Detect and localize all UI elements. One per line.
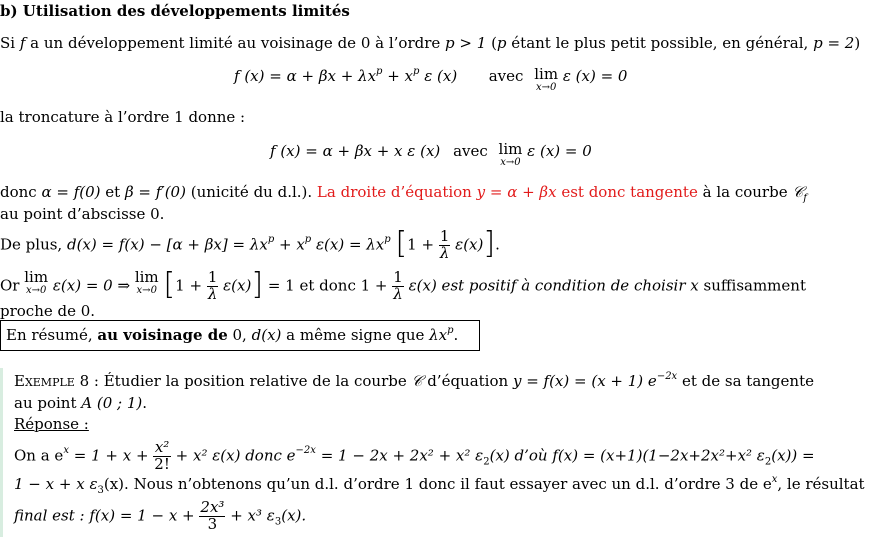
tangent-paragraph: donc α = f(0) et β = f′(0) (unicité du d.l.). La droite d’équation y = α + βx est donc tangente à la courbe 𝒞$_f$ bbox=[0, 183, 807, 204]
intro-paragraph: Si f a un développement limité au voisinage de 0 à l’ordre p > 1 (p étant le plus petit possible, en général, p = 2) bbox=[0, 34, 861, 52]
example-statement-line2: au point A (0 ; 1). bbox=[14, 394, 148, 412]
example-label: Exemple 8 bbox=[14, 372, 90, 390]
truncation-text: la troncature à l’ordre 1 donne : bbox=[0, 108, 246, 126]
equation-dl-order-p: f $(x) = \alpha + \beta x + \lambda x^p + x^p$ ε (x) avec lim x→0 ε (x) = 0 bbox=[234, 65, 628, 93]
answer-line1: On a $e^x = 1 + x$ + $\frac{\text{x²}}{2!}$ + x² ε(x) donc $e^{-2x} = 1 - 2x + 2x^2 + x^2$ $\varepsilon_2(x)$ d’où f(x) = (x+1)(1−2x+2x²+x² $\varepsilon_2(x)$) = bbox=[14, 438, 815, 473]
section-heading: b) Utilisation des développements limités bbox=[0, 2, 350, 20]
answer-line3: final est : f(x) = 1 − x + $\frac{\text{2x³}}{3}$ + x³ $\varepsilon_3(x)$. bbox=[14, 498, 307, 533]
example-sidebar-bar bbox=[0, 368, 3, 537]
sign-paragraph-line2: proche de 0. bbox=[0, 302, 96, 320]
sign-paragraph: Or lim x→0 ε(x) = 0 ⇒ lim x→0 [1 + $\frac{1}{\lambda}$ ε(x)] = 1 et donc 1 + $\frac{1}{\lambda}$ ε(x) est positif à condition de choisir x suffisamment bbox=[0, 267, 806, 303]
example-statement: Exemple 8 : Étudier la position relative de la courbe 𝒞 d’équation y = f(x) = (x + 1) $e^{-2x}$ et de sa tangente bbox=[14, 371, 814, 390]
difference-paragraph: De plus, $d(x) = f(x) - [\alpha + \beta x] = \lambda x^p + x^p$ $\varepsilon(x) = \lambda x^p$ [1 + $\frac{1}{\lambda}$ ε(x)]. bbox=[0, 226, 500, 262]
equation-dl-order-1: f (x) = α + βx + x ε (x) avec lim x→0 ε (x) = 0 bbox=[270, 140, 592, 168]
summary-text: En résumé, au voisinage de 0, d(x) a même signe que $\lambda x^p$. bbox=[6, 325, 459, 344]
answer-label: Réponse : bbox=[14, 415, 89, 433]
tangent-paragraph-line2: au point d’abscisse 0. bbox=[0, 205, 165, 223]
tangent-highlight: La droite d’équation y = α + βx est donc tangente bbox=[316, 183, 698, 201]
answer-line2: 1 − x + x $\varepsilon_3(x)$. Nous n’obtenons qu’un d.l. d’ordre 1 donc il faut essayer avec un d.l. d’ordre 3 de $e^x$, le résultat bbox=[14, 474, 865, 496]
